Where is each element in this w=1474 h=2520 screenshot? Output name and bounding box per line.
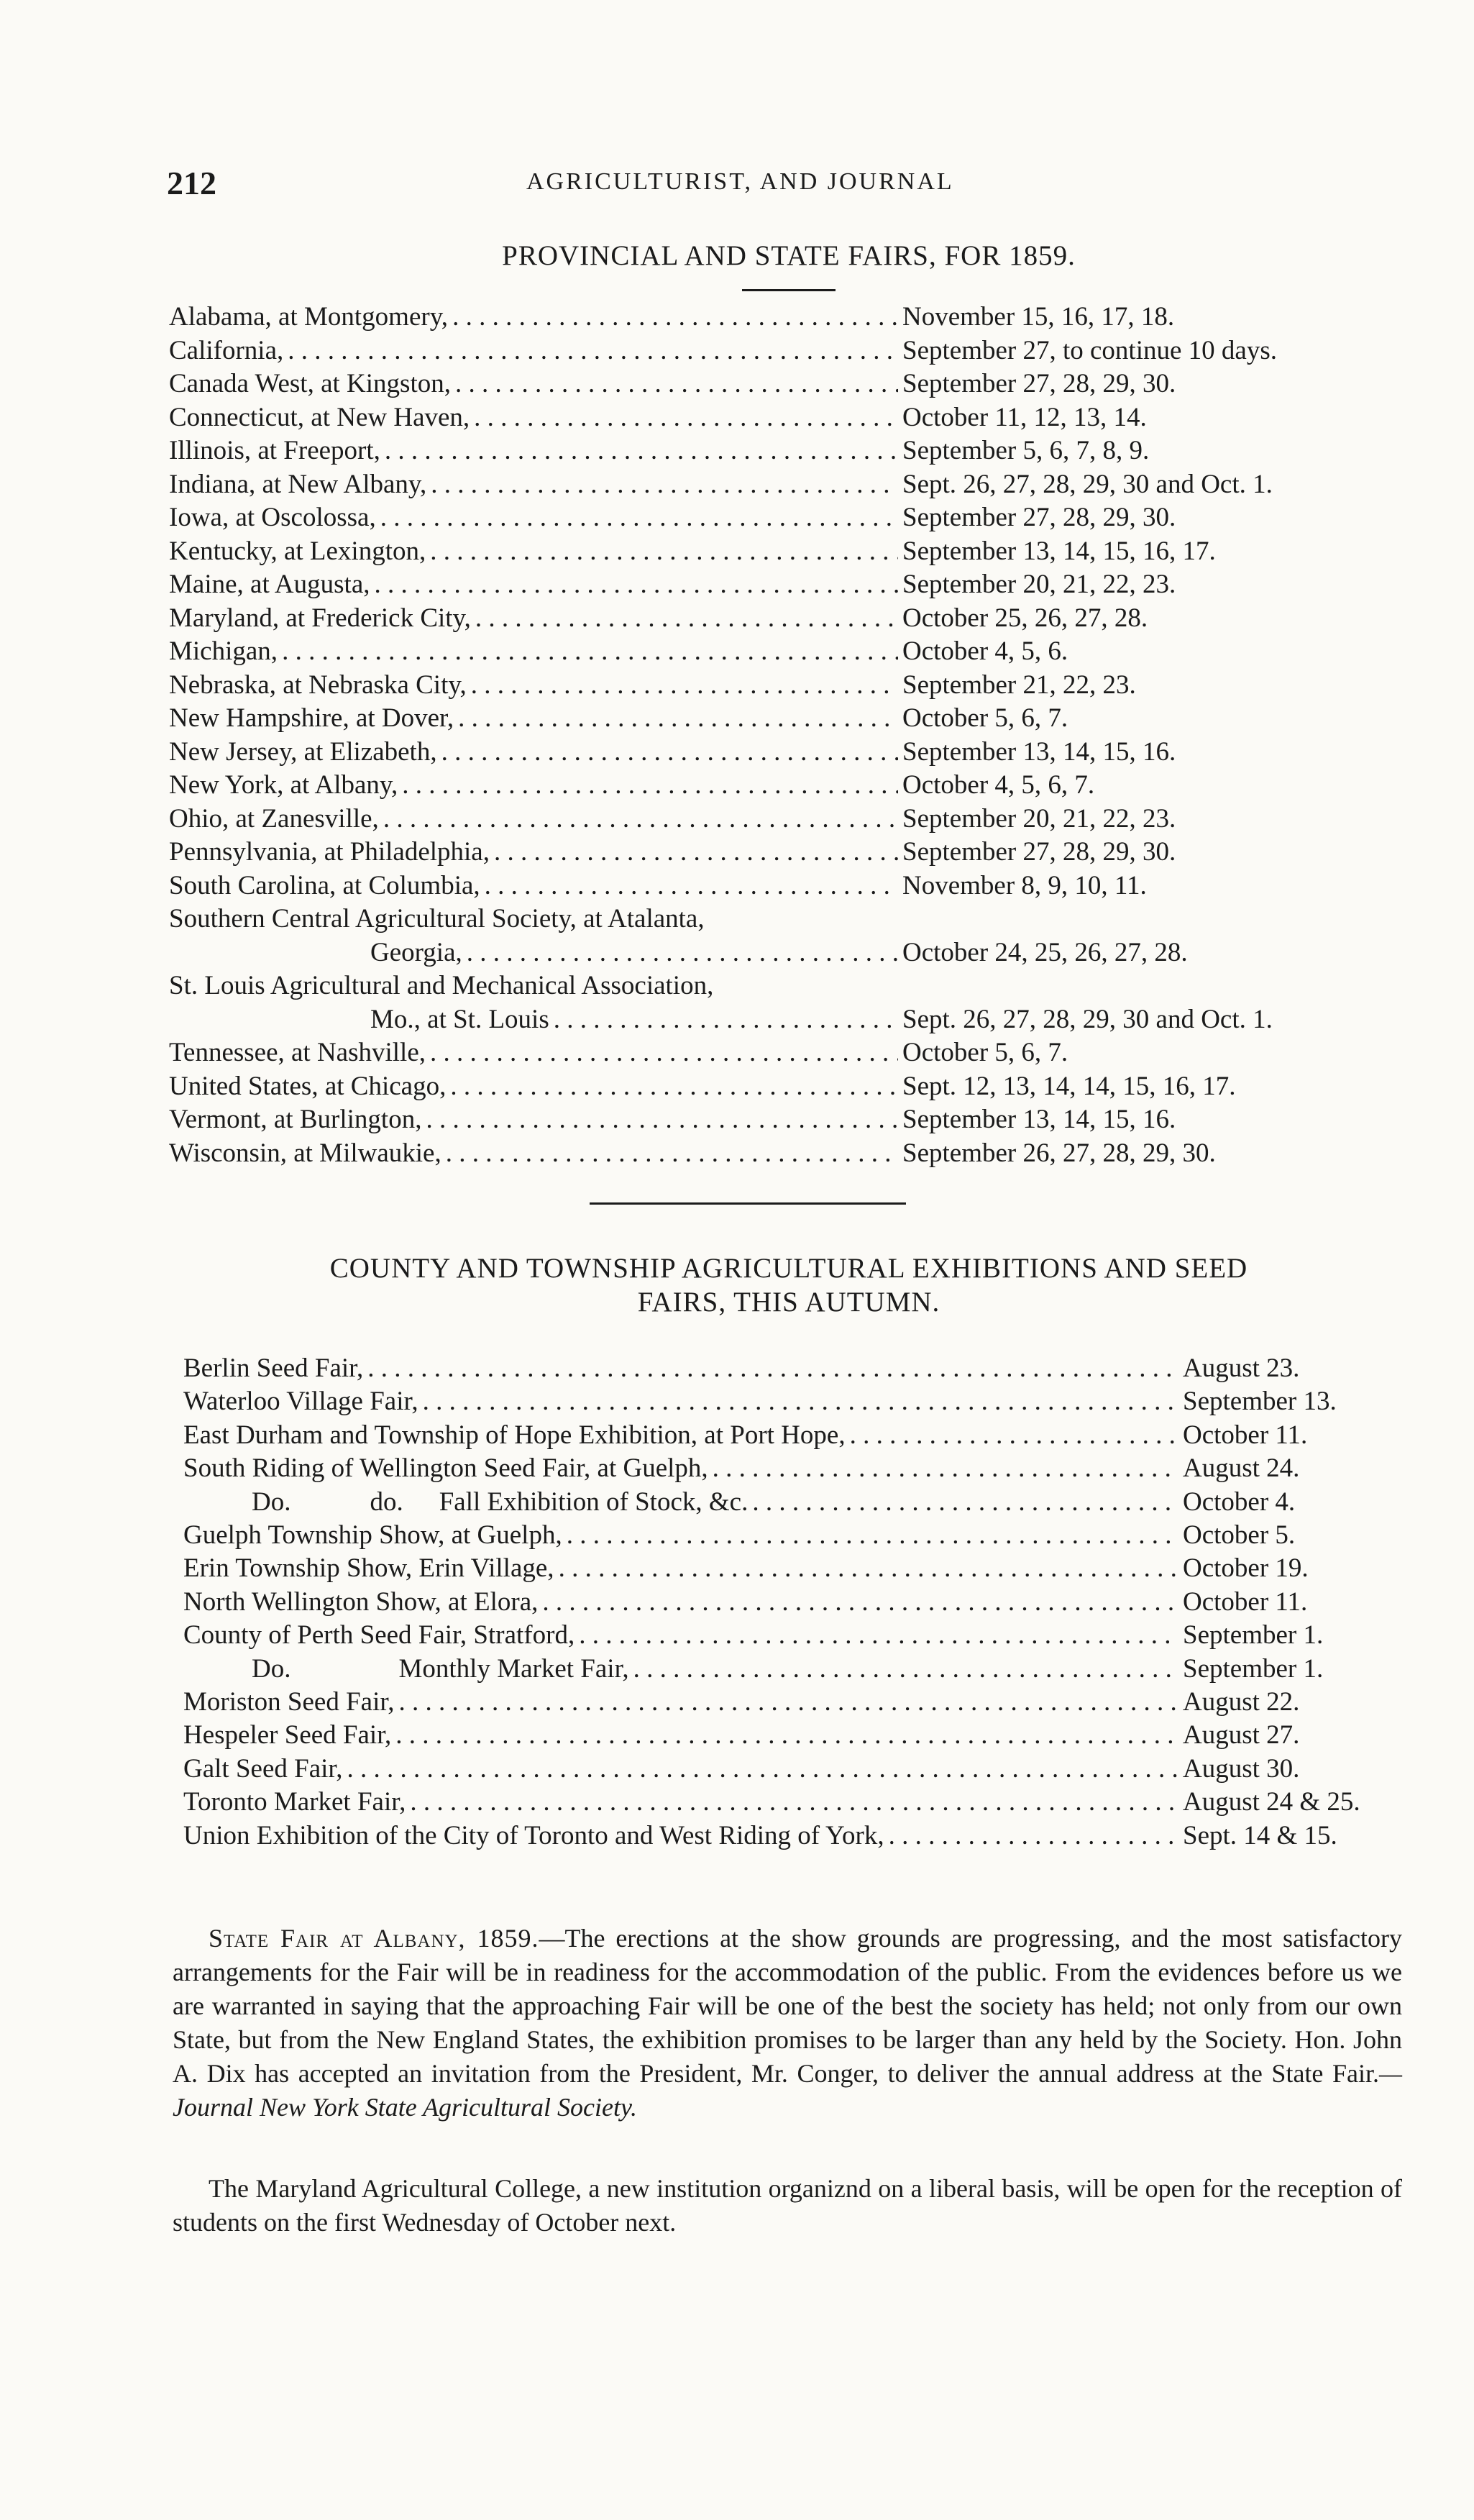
dot-leader xyxy=(633,1653,1178,1686)
exhibition-entry xyxy=(183,1686,1399,1719)
exhibition-entry xyxy=(183,1719,1399,1752)
exhibition-name: South Riding of Wellington Seed Fair, at Guelph, xyxy=(183,1453,708,1484)
fair-location: Georgia, xyxy=(370,937,462,967)
fair-dates: September 20, 21, 22, 23. xyxy=(902,570,1176,599)
dot-leader xyxy=(426,1103,898,1137)
fair-location: Indiana, at New Albany, xyxy=(169,469,427,499)
fair-location: California, xyxy=(169,335,284,365)
dot-leader xyxy=(450,1070,898,1104)
fair-location: Tennessee, at Nashville, xyxy=(169,1038,426,1067)
fair-entry xyxy=(169,736,1406,770)
fair-location: Pennsylvania, at Philadelphia, xyxy=(169,837,490,867)
fair-entry xyxy=(169,1137,1406,1171)
exhibition-date: Sept. 14 & 15. xyxy=(1183,1820,1337,1850)
fair-dates: September 27, to continue 10 days. xyxy=(902,335,1277,365)
provincial-fairs-list xyxy=(169,301,1406,1170)
fair-dates: September 13, 14, 15, 16. xyxy=(902,1105,1176,1134)
exhibition-entry xyxy=(183,1619,1399,1652)
ditto-mark: do. xyxy=(370,1487,403,1517)
fair-location: Alabama, at Montgomery, xyxy=(169,302,449,332)
page-header xyxy=(167,164,1411,207)
dot-leader xyxy=(430,1036,898,1070)
fair-dates: September 13, 14, 15, 16, 17. xyxy=(902,536,1216,566)
dot-leader xyxy=(474,401,898,435)
county-exhibitions-list xyxy=(183,1352,1399,1853)
fair-entry xyxy=(169,401,1406,435)
fair-location: New Hampshire, at Dover, xyxy=(169,703,454,733)
dot-leader xyxy=(385,434,898,468)
fair-location: Michigan, xyxy=(169,636,278,666)
dot-leader xyxy=(485,869,898,903)
exhibition-entry xyxy=(183,1653,1399,1686)
dot-leader xyxy=(567,1519,1178,1552)
fair-location: South Carolina, at Columbia, xyxy=(169,870,480,900)
fair-dates: October 4, 5, 6. xyxy=(902,636,1068,666)
exhibition-entry xyxy=(183,1452,1399,1485)
fair-entry xyxy=(169,301,1406,334)
exhibition-date: October 4. xyxy=(1183,1487,1296,1517)
exhibition-name: Erin Township Show, Erin Village, xyxy=(183,1553,554,1584)
fair-dates: September 26, 27, 28, 29, 30. xyxy=(902,1138,1216,1168)
fair-location: Connecticut, at New Haven, xyxy=(169,402,470,432)
fair-dates: October 25, 26, 27, 28. xyxy=(902,603,1148,633)
county-title-line-1: COUNTY AND TOWNSHIP AGRICULTURAL EXHIBITIONS AND SEED xyxy=(329,1253,1248,1284)
exhibition-name: Berlin Seed Fair, xyxy=(183,1353,364,1383)
fair-dates: September 21, 22, 23. xyxy=(902,670,1136,700)
fair-location: Wisconsin, at Milwaukie, xyxy=(169,1138,441,1168)
dot-leader xyxy=(452,301,898,334)
exhibition-date: October 5. xyxy=(1183,1520,1296,1551)
fair-entry xyxy=(169,602,1406,636)
section-divider xyxy=(590,1202,906,1205)
fair-dates: Sept. 26, 27, 28, 29, 30 and Oct. 1. xyxy=(902,469,1273,499)
dot-leader xyxy=(430,535,898,569)
fair-entry xyxy=(169,368,1406,401)
running-head: AGRICULTURIST, AND JOURNAL xyxy=(526,168,954,195)
dot-leader xyxy=(282,635,898,669)
fair-location: Canada West, at Kingston, xyxy=(169,369,451,398)
dot-leader xyxy=(446,1137,898,1171)
dot-leader xyxy=(347,1753,1179,1786)
fair-location: New York, at Albany, xyxy=(169,770,398,800)
dot-leader xyxy=(471,669,898,703)
fair-dates: November 15, 16, 17, 18. xyxy=(902,302,1175,332)
county-title-line-2: FAIRS, THIS AUTUMN. xyxy=(637,1287,940,1318)
maryland-college-paragraph: The Maryland Agricultural College, a new institution organiznd on a liberal basis, will be open for the reception of students on the first Wednesday of October next. xyxy=(173,2174,1402,2237)
page-number: 212 xyxy=(167,165,216,201)
exhibition-name: East Durham and Township of Hope Exhibition, at Port Hope, xyxy=(183,1420,846,1450)
dot-leader xyxy=(752,1486,1178,1519)
albany-fair-lead: State Fair at Albany, 1859. xyxy=(209,1924,539,1953)
exhibition-date: October 11. xyxy=(1183,1420,1308,1450)
exhibition-entry xyxy=(183,1419,1399,1452)
exhibition-name: Hespeler Seed Fair, xyxy=(183,1720,392,1750)
fair-entry xyxy=(169,434,1406,468)
fair-dates: October 11, 12, 13, 14. xyxy=(902,402,1147,432)
fair-location: Iowa, at Oscolossa, xyxy=(169,503,376,532)
dot-leader xyxy=(850,1419,1178,1452)
fair-entry xyxy=(169,1103,1406,1137)
dot-leader xyxy=(494,836,898,869)
exhibition-entry xyxy=(183,1820,1399,1853)
dot-leader xyxy=(542,1586,1178,1619)
exhibition-name xyxy=(183,1653,629,1686)
dot-leader xyxy=(554,1003,898,1037)
county-exhibitions-title xyxy=(167,1251,1411,1319)
fair-dates: Sept. 26, 27, 28, 29, 30 and Oct. 1. xyxy=(902,1004,1273,1034)
fair-entry xyxy=(169,635,1406,669)
dot-leader xyxy=(410,1786,1178,1819)
exhibition-name: Toronto Market Fair, xyxy=(183,1787,406,1817)
fair-entry xyxy=(169,568,1406,602)
exhibition-date: August 24 & 25. xyxy=(1183,1787,1360,1817)
fair-entry xyxy=(169,1003,1406,1037)
fair-entry xyxy=(169,669,1406,703)
dot-leader xyxy=(559,1552,1178,1585)
fair-location: Mo., at St. Louis xyxy=(370,1004,549,1034)
exhibition-name: Moriston Seed Fair, xyxy=(183,1687,395,1717)
fair-location: Maine, at Augusta, xyxy=(169,570,370,599)
dot-leader xyxy=(375,568,898,602)
fair-entry xyxy=(169,803,1406,836)
ditto-mark: Do. xyxy=(252,1487,291,1517)
fair-entry xyxy=(169,501,1406,535)
exhibition-date: August 30. xyxy=(1183,1753,1300,1784)
fair-entry xyxy=(169,1070,1406,1104)
fair-location: United States, at Chicago, xyxy=(169,1071,447,1101)
fair-entry xyxy=(169,1036,1406,1070)
fair-location: Ohio, at Zanesville, xyxy=(169,803,379,834)
fair-entry xyxy=(169,334,1406,368)
title-rule xyxy=(742,289,836,291)
exhibition-entry xyxy=(183,1586,1399,1619)
dot-leader xyxy=(402,769,898,803)
exhibition-entry xyxy=(183,1352,1399,1385)
fair-entry xyxy=(169,936,1406,970)
fair-dates: September 27, 28, 29, 30. xyxy=(902,837,1176,867)
exhibition-date: September 1. xyxy=(1183,1620,1324,1651)
exhibition-date: August 24. xyxy=(1183,1453,1300,1484)
exhibition-name: County of Perth Seed Fair, Stratford, xyxy=(183,1620,575,1651)
fair-entry xyxy=(169,903,1406,936)
fair-dates: October 4, 5, 6, 7. xyxy=(902,770,1095,800)
fair-location: New Jersey, at Elizabeth, xyxy=(169,736,437,767)
fair-entry xyxy=(169,869,1406,903)
fair-dates: October 5, 6, 7. xyxy=(902,1038,1068,1067)
exhibition-entry xyxy=(183,1486,1399,1519)
exhibition-entry xyxy=(183,1519,1399,1552)
fair-location: Nebraska, at Nebraska City, xyxy=(169,670,467,700)
exhibition-date: August 22. xyxy=(1183,1687,1300,1717)
fair-entry xyxy=(169,468,1406,502)
exhibition-entry xyxy=(183,1753,1399,1786)
ditto-mark: Do. xyxy=(252,1653,291,1684)
dot-leader xyxy=(288,334,898,368)
fair-dates: October 24, 25, 26, 27, 28. xyxy=(902,937,1188,967)
fair-dates: September 13, 14, 15, 16. xyxy=(902,736,1176,767)
exhibition-description: Fall Exhibition of Stock, &c. xyxy=(439,1487,749,1517)
fair-dates: October 5, 6, 7. xyxy=(902,703,1068,733)
fair-dates: November 8, 9, 10, 11. xyxy=(902,870,1147,900)
fair-entry xyxy=(169,769,1406,803)
fair-location: Southern Central Agricultural Society, at Atalanta, xyxy=(169,904,705,933)
fair-entry xyxy=(169,702,1406,736)
dot-leader xyxy=(458,702,898,736)
exhibition-date: August 27. xyxy=(1183,1720,1300,1750)
fair-location: Vermont, at Burlington, xyxy=(169,1105,422,1134)
dot-leader xyxy=(441,736,898,770)
exhibition-entry xyxy=(183,1385,1399,1418)
fair-entry xyxy=(169,836,1406,869)
exhibition-name: Guelph Township Show, at Guelph, xyxy=(183,1520,562,1551)
dot-leader xyxy=(383,803,898,836)
exhibition-name: North Wellington Show, at Elora, xyxy=(183,1587,539,1617)
exhibition-date: October 11. xyxy=(1183,1587,1308,1617)
exhibition-name: Union Exhibition of the City of Toronto and West Riding of York, xyxy=(183,1820,884,1850)
albany-fair-paragraph xyxy=(173,1922,1402,2124)
albany-fair-body: —The erections at the show grounds are progressing, and the most satisfactory arrangements for the Fair will be in readiness for the accommodation of the public. From the evidences before us we are warranted in saying that the approaching Fair will be one of the best the society has held; not only from our own State, but from the New England States, the exhibition promises to be larger than any held by the Society. Hon. John A. Dix has accepted an invitation from the President, Mr. Conger, to deliver the annual address at the State Fair. xyxy=(173,1924,1402,2088)
dot-leader xyxy=(395,1719,1178,1752)
exhibition-entry xyxy=(183,1552,1399,1585)
exhibition-name: Galt Seed Fair, xyxy=(183,1753,343,1784)
dot-leader xyxy=(467,936,898,970)
fair-dates: September 20, 21, 22, 23. xyxy=(902,803,1176,834)
fair-entry xyxy=(169,969,1406,1003)
dot-leader xyxy=(475,602,898,636)
dot-leader xyxy=(431,468,898,502)
fair-dates: September 27, 28, 29, 30. xyxy=(902,369,1176,398)
fair-location: St. Louis Agricultural and Mechanical Association, xyxy=(169,971,714,1000)
exhibition-date: September 13. xyxy=(1183,1387,1337,1417)
dot-leader xyxy=(398,1686,1178,1719)
exhibition-description: Monthly Market Fair, xyxy=(398,1653,629,1684)
fair-dates: September 27, 28, 29, 30. xyxy=(902,503,1176,532)
dot-leader xyxy=(455,368,898,401)
dot-leader xyxy=(889,1820,1178,1853)
fair-dates: September 5, 6, 7, 8, 9. xyxy=(902,436,1150,465)
exhibition-date: September 1. xyxy=(1183,1653,1324,1684)
exhibition-entry xyxy=(183,1786,1399,1819)
provincial-fairs-title: PROVINCIAL AND STATE FAIRS, FOR 1859. xyxy=(502,240,1076,271)
dot-leader xyxy=(423,1385,1178,1418)
fair-location: Illinois, at Freeport, xyxy=(169,436,380,465)
dot-leader xyxy=(579,1619,1178,1652)
fair-location: Kentucky, at Lexington, xyxy=(169,536,426,566)
dot-leader xyxy=(713,1452,1178,1485)
fair-entry xyxy=(169,535,1406,569)
fair-dates: Sept. 12, 13, 14, 14, 15, 16, 17. xyxy=(902,1071,1236,1101)
exhibition-name: Waterloo Village Fair, xyxy=(183,1387,418,1417)
dot-leader xyxy=(380,501,898,535)
exhibition-name xyxy=(183,1486,748,1519)
exhibition-date: October 19. xyxy=(1183,1553,1309,1584)
dot-leader xyxy=(367,1352,1178,1385)
fair-location: Maryland, at Frederick City, xyxy=(169,603,471,633)
albany-fair-source: —Journal New York State Agricultural Society. xyxy=(173,2059,1402,2122)
exhibition-date: August 23. xyxy=(1183,1353,1300,1383)
